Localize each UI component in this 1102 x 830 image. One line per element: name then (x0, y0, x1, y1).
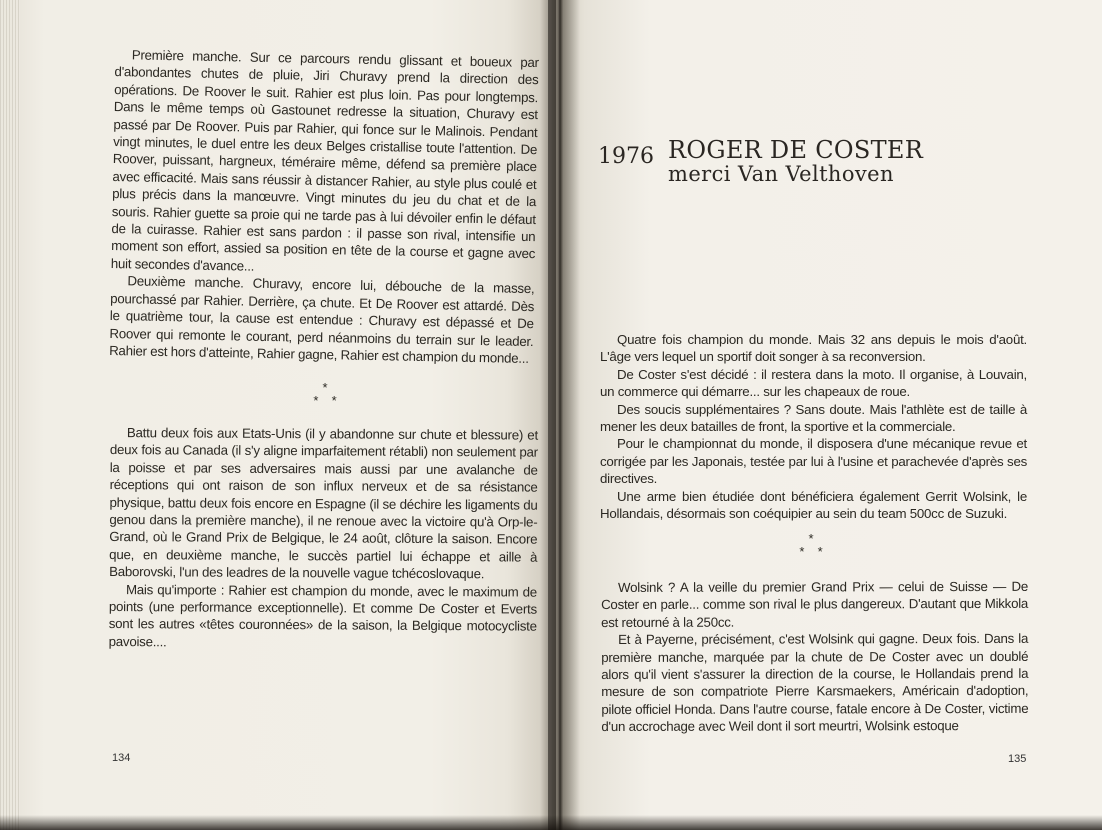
page-bottom-edge (0, 815, 1102, 830)
right-paragraph: Une arme bien étudiée dont bénéficiera également Gerrit Wolsink, le Hollandais, désormais son coéquipier au sein du team 500cc de Suzuki. (600, 488, 1027, 522)
right-paragraph: Wolsink ? A la veille du premier Grand Prix — celui de Suisse — De Coster en parle... comme son rival le plus dangereux. D'autant que Mikkola est retourné à la 250cc. (601, 578, 1029, 630)
page-number-left: 134 (112, 752, 131, 764)
right-paragraph: De Coster s'est décidé : il restera dans la moto. Il organise, à Louvain, un commerce qui démarre... sur les chapeaux de roue. (600, 366, 1027, 400)
right-paragraph: Pour le championnat du monde, il disposera d'une mécanique revue et corrigée par les Japonais, testée par lui à l'usine et parachevée d'après ses directives. (600, 436, 1027, 487)
right-paragraph: Des soucis supplémentaires ? Sans doute. Mais l'athlète est de taille à mener les deux batailles de front, la sportive et la commerciale. (600, 401, 1027, 435)
right-paragraph: Et à Payerne, précisément, c'est Wolsink qui gagne. Deux fois. Dans la première manche, marquée par la chute de De Coster avec un doublé alors qu'il vient s'assurer la direction de la course, le Hollandais prend la mesure de son compatriote Pierre Karsmaekers, Américain d'adoption, pilote officiel Honda. Dans l'autre course, fatale encore à De Coster, victime d'un accrochage avec Weil dont il sort meurtri, Wolsink estoque (601, 631, 1029, 735)
book-gutter (540, 0, 580, 830)
right-paragraph: Quatre fois champion du monde. Mais 32 ans depuis le mois d'août. L'âge vers lequel un sportif doit songer à sa reconversion. (600, 332, 1027, 365)
right-page-text-block-2 (601, 578, 1028, 736)
right-page-text-block-1 (600, 331, 1027, 522)
chapter-subtitle: merci Van Velthoven (668, 162, 894, 186)
left-paragraph: Première manche. Sur ce parcours rendu glissant et boueux par d'abondantes chutes de pluie, Jiri Churavy prend la direction des opérations. De Roover le suit. Rahier est plus loin. Pas pour longtemps. Dans le même temps où Gastounet redresse la situation, Churavy est passé par De Roover. Puis par Rahier, qui fonce sur le Malinois. Pendant vingt minutes, le duel entre les deux Belges cristallise toute l'attention. De Roover, puissant, hargneux, téméraire même, défend sa première place avec efficacité. Mais sans réussir à distancer Rahier, au style plus coulé et plus précis dans la manœuvre. Vingt minutes du jeu du chat et de la souris. Rahier guette sa proie qui ne tarde pas à lui dévoiler enfin le défaut de la cuirasse. Rahier est sans pardon : il passe son rival, intensifie un moment son effort, assied sa position en tête de la course et gagne avec huit secondes d'avance... (110, 47, 539, 274)
section-separator: * * * (313, 380, 339, 408)
page-number-right: 135 (1008, 753, 1027, 765)
section-separator: * * * (799, 531, 825, 559)
chapter-title: ROGER DE COSTER (668, 136, 924, 164)
left-paragraph: Deuxième manche. Churavy, encore lui, débouche de la masse, pourchassé par Rahier. Derrière, ça chute. Et De Roover est attardé. Dès le quatrième tour, la cause est entendue : Churavy est dépassé et De Roover qui remonte le courant, perd néanmoins du terrain sur le leader. Rahier est hors d'atteinte, Rahier gagne, Rahier est champion du monde... (109, 273, 535, 366)
chapter-year: 1976 (598, 144, 654, 169)
spine-shadow (548, 0, 556, 830)
left-page-text-block-2 (109, 424, 538, 653)
left-paragraph: Mais qu'importe : Rahier est champion du monde, avec le maximum de points (une performance exceptionnelle). Et comme De Coster et Everts sont les autres «têtes couronnées» de la saison, la Belgique motocycliste pavoise.... (108, 581, 538, 650)
left-page-text-block-1 (109, 46, 539, 367)
left-paragraph: Battu deux fois aux Etats-Unis (il y abandonne sur chute et blessure) et deux fois au Canada (il s'y aligne imparfaitement rétabli) non seulement par la poisse et par ses adversaires mais aussi par une avalanche de réceptions qui ont raison de son influx nerveux et de sa résistance physique, battu deux fois encore en Espagne (il se déchire les ligaments du genou dans la première manche), il ne renoue avec la victoire qu'à Orp-le-Grand, où le Grand Prix de Belgique, le 24 août, clôture la saison. Encore que, en deuxième manche, le succès partiel lui échappe et aille à Baborovski, l'un des leadres de la nouvelle vague tchécoslovaque. (109, 425, 538, 582)
